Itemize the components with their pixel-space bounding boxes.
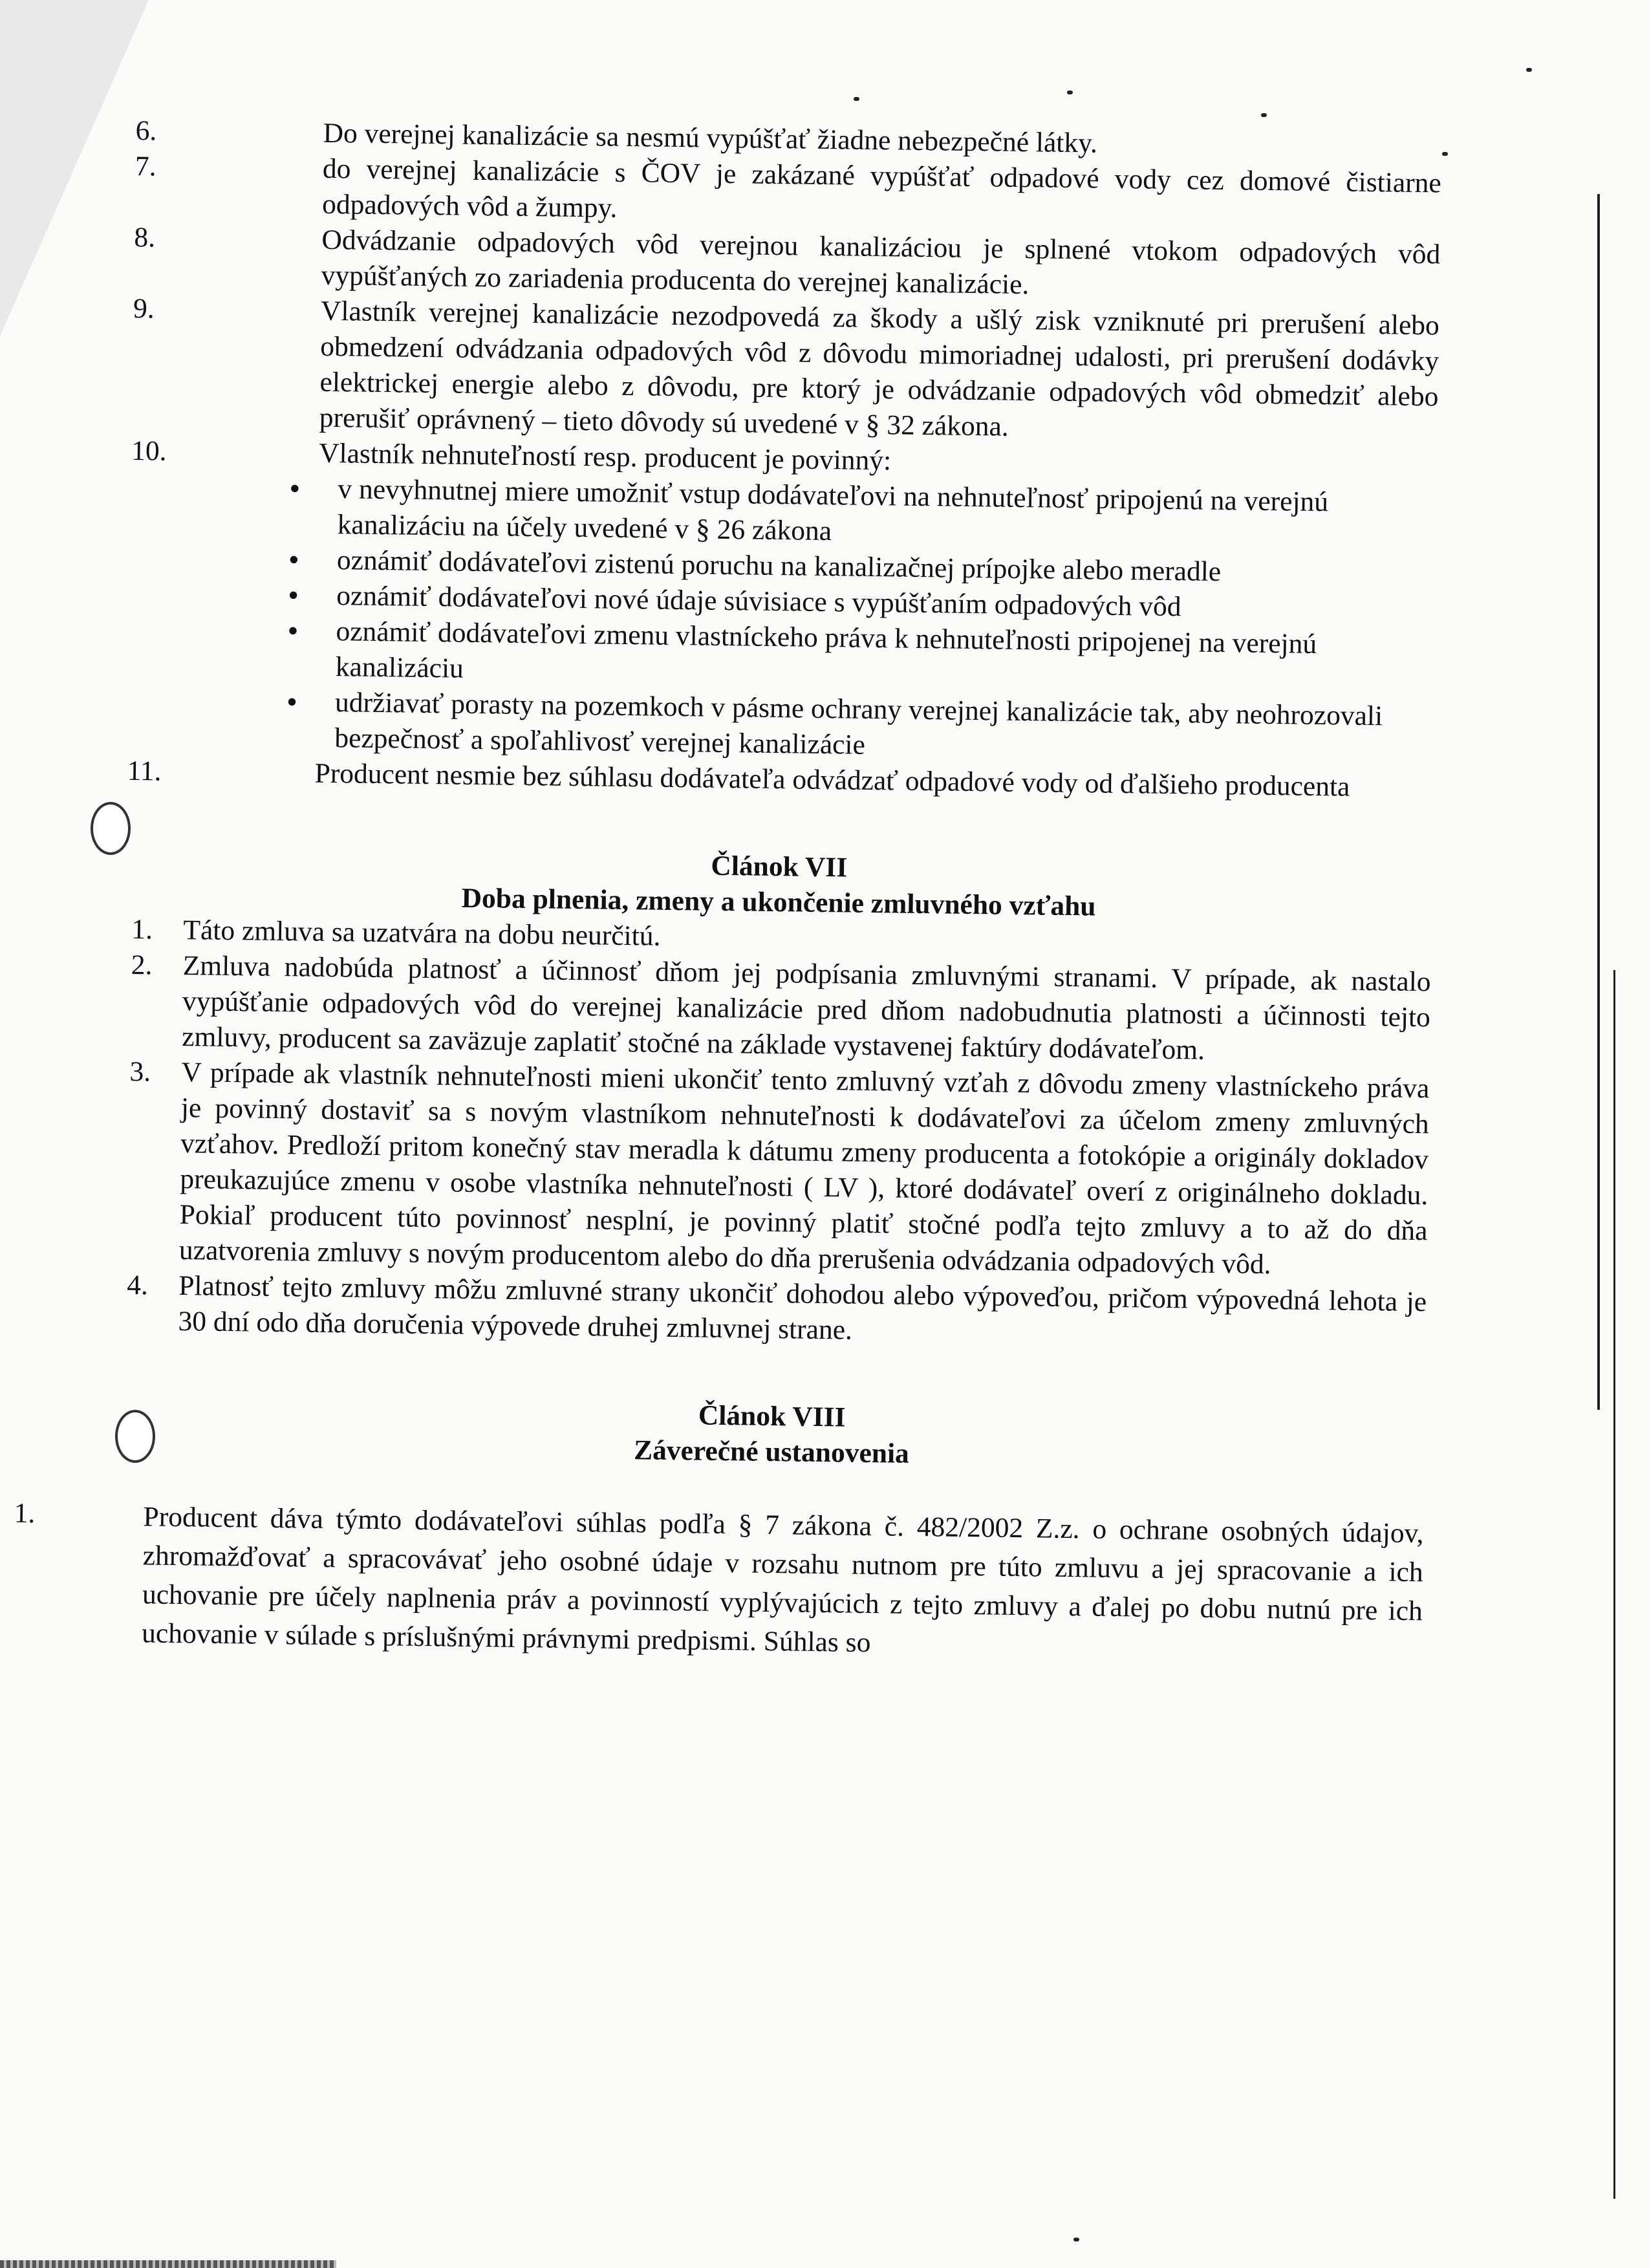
article-title: Článok VII [711, 850, 848, 883]
bullet-item: • oznámiť dodávateľovi zmenu vlastníckeho práva k nehnuteľnosti pripojenej na verejnú kanalizáciu [335, 614, 1435, 699]
item-number: 3. [129, 1056, 151, 1088]
item-number: 1. [14, 1497, 36, 1529]
punch-hole [91, 802, 131, 855]
item-text: Producent nesmie bez súhlasu dodávateľa odvádzať odpadové vody od ďalšieho producenta [314, 757, 1350, 803]
bullet-item: • oznámiť dodávateľovi nové údaje súvisiace s vypúšťaním odpadových vôd [336, 578, 1436, 628]
scan-speck [1067, 91, 1073, 94]
obligations-list [127, 469, 1438, 770]
list-item [14, 1497, 1424, 1669]
item-number: 10. [131, 435, 167, 467]
list-item [132, 291, 1440, 450]
item-number: 1. [131, 914, 153, 945]
item-number: 7. [135, 150, 156, 182]
article-viii-list [14, 1497, 1424, 1669]
folded-corner [0, 0, 149, 336]
bullet-item: • v nevyhnutnej miere umožniť vstup dodávateľovi na nehnuteľnosť pripojenú na verejnú kanalizáciu na účely uvedené v § 26 zákona [337, 471, 1437, 557]
bullet-item: • oznámiť dodávateľovi zistenú poruchu na kanalizačnej prípojke alebo meradle [337, 543, 1437, 592]
item-text: V prípade ak vlastník nehnuteľnosti mieni ukončiť tento zmluvný vzťah z dôvodu zmeny vlastníckeho práva je povinný dostaviť sa s novým vlastníkom nehnuteľnosti k dodávateľovi za účelom zmeny zmluvných vzťahov. Predloží pritom konečný stav meradla k dátumu zmeny producenta a fotokópie a originály dokladov preukazujúce zmenu v osobe vlastníka nehnuteľnosti ( LV ), ktoré dodávateľ overí z originálneho dokladu. Pokiaľ producent túto povinnosť nesplní, je povinný platiť stočné podľa tejto zmluvy a to až do dňa uzatvorenia zmluvy s novým producentom alebo do dňa prerušenia odvádzania odpadových vôd. [178, 1057, 1430, 1280]
scan-edge-strip [0, 2260, 336, 2268]
item-text: do verejnej kanalizácie s ČOV je zakázané vypúšťať odpadové vody cez domové čistiarne odpadových vôd a žumpy. [321, 153, 1442, 224]
right-margin-line-lower [1613, 970, 1615, 2199]
scan-speck [854, 97, 859, 101]
document-body [14, 113, 1442, 2167]
item-text: Vlastník verejnej kanalizácie nezodpovedá za škody a ušlý zisk vzniknuté pri prerušení alebo obmedzení odvádzania odpadových vôd z dôvodu mimoriadnej udalosti, pri prerušení dodávky elektrickej energie alebo z dôvodu, pre ktorý je odvádzanie odpadových vôd obmedziť alebo prerušiť oprávnený – tieto dôvody sú uvedené v § 32 zákona. [319, 295, 1440, 442]
bullet-item: • udržiavať porasty na pozemkoch v pásme ochrany verejnej kanalizácie tak, aby neohrozovali bezpečnosť a spoľahlivosť verejnej kanalizácie [334, 685, 1434, 770]
scan-speck [1261, 113, 1267, 117]
list-item [124, 947, 1431, 1071]
item-number: 11. [127, 755, 162, 787]
article-subtitle: Záverečné ustanovenia [633, 1434, 910, 1469]
item-text: Vlastník nehnuteľností resp. producent je povinný: [318, 437, 892, 477]
item-text: Táto zmluva sa uzatvára na dobu neurčitú. [183, 914, 661, 952]
article-subtitle: Doba plnenia, zmeny a ukončenie zmluvného vzťahu [461, 882, 1096, 922]
item-number: 6. [135, 114, 157, 147]
item-number: 9. [133, 292, 155, 325]
item-text: Do verejnej kanalizácie sa nesmú vypúšťať žiadne nebezpečné látky. [323, 117, 1098, 159]
item-number: 8. [134, 221, 156, 254]
right-margin-line [1597, 194, 1600, 1410]
item-text: Platnosť tejto zmluvy môžu zmluvné strany ukončiť dohodou alebo výpoveďou, pričom výpovedná lehota je 30 dní odo dňa doručenia výpovede druhej zmluvnej strane. [178, 1270, 1427, 1346]
scan-speck [1073, 2238, 1079, 2241]
item-text: Producent dáva týmto dodávateľovi súhlas podľa § 7 zákona č. 482/2002 Z.z. o ochrane osobných údajov, zhromažďovať a spracovávať jeho osobné údaje v rozsahu nutnom pre túto zmluvu a jej spracovanie a ich uchovanie pre účely naplnenia práv a povinností vyplývajúcich z tejto zmluvy a ďalej po dobu nutnú pre ich uchovanie v súlade s príslušnými právnymi predpismi. Súhlas so [141, 1501, 1424, 1659]
article-vii-list [120, 912, 1431, 1355]
item-number: 4. [126, 1269, 149, 1301]
item-text: Odvádzanie odpadových vôd verejnou kanalizáciou je splnené vtokom odpadových vôd vypúšťaných zo zariadenia producenta do verejnej kanalizácie. [321, 224, 1441, 301]
list-item [121, 1054, 1430, 1284]
item-number: 2. [131, 949, 153, 981]
item-text: Zmluva nadobúda platnosť a účinnosť dňom jej podpísania zmluvnými stranami. V prípade, ak nastalo vypúšťanie odpadových vôd do verejnej kanalizácie pred dňom nadobudnutia platnosti a účinnosti tejto zmluvy, producent sa zaväzuje zaplatiť stočné na základe vystavenej faktúry dodávateľom. [181, 950, 1431, 1066]
scan-speck [1442, 152, 1448, 156]
article-title: Článok VIII [698, 1399, 846, 1433]
scan-speck [1526, 68, 1532, 72]
